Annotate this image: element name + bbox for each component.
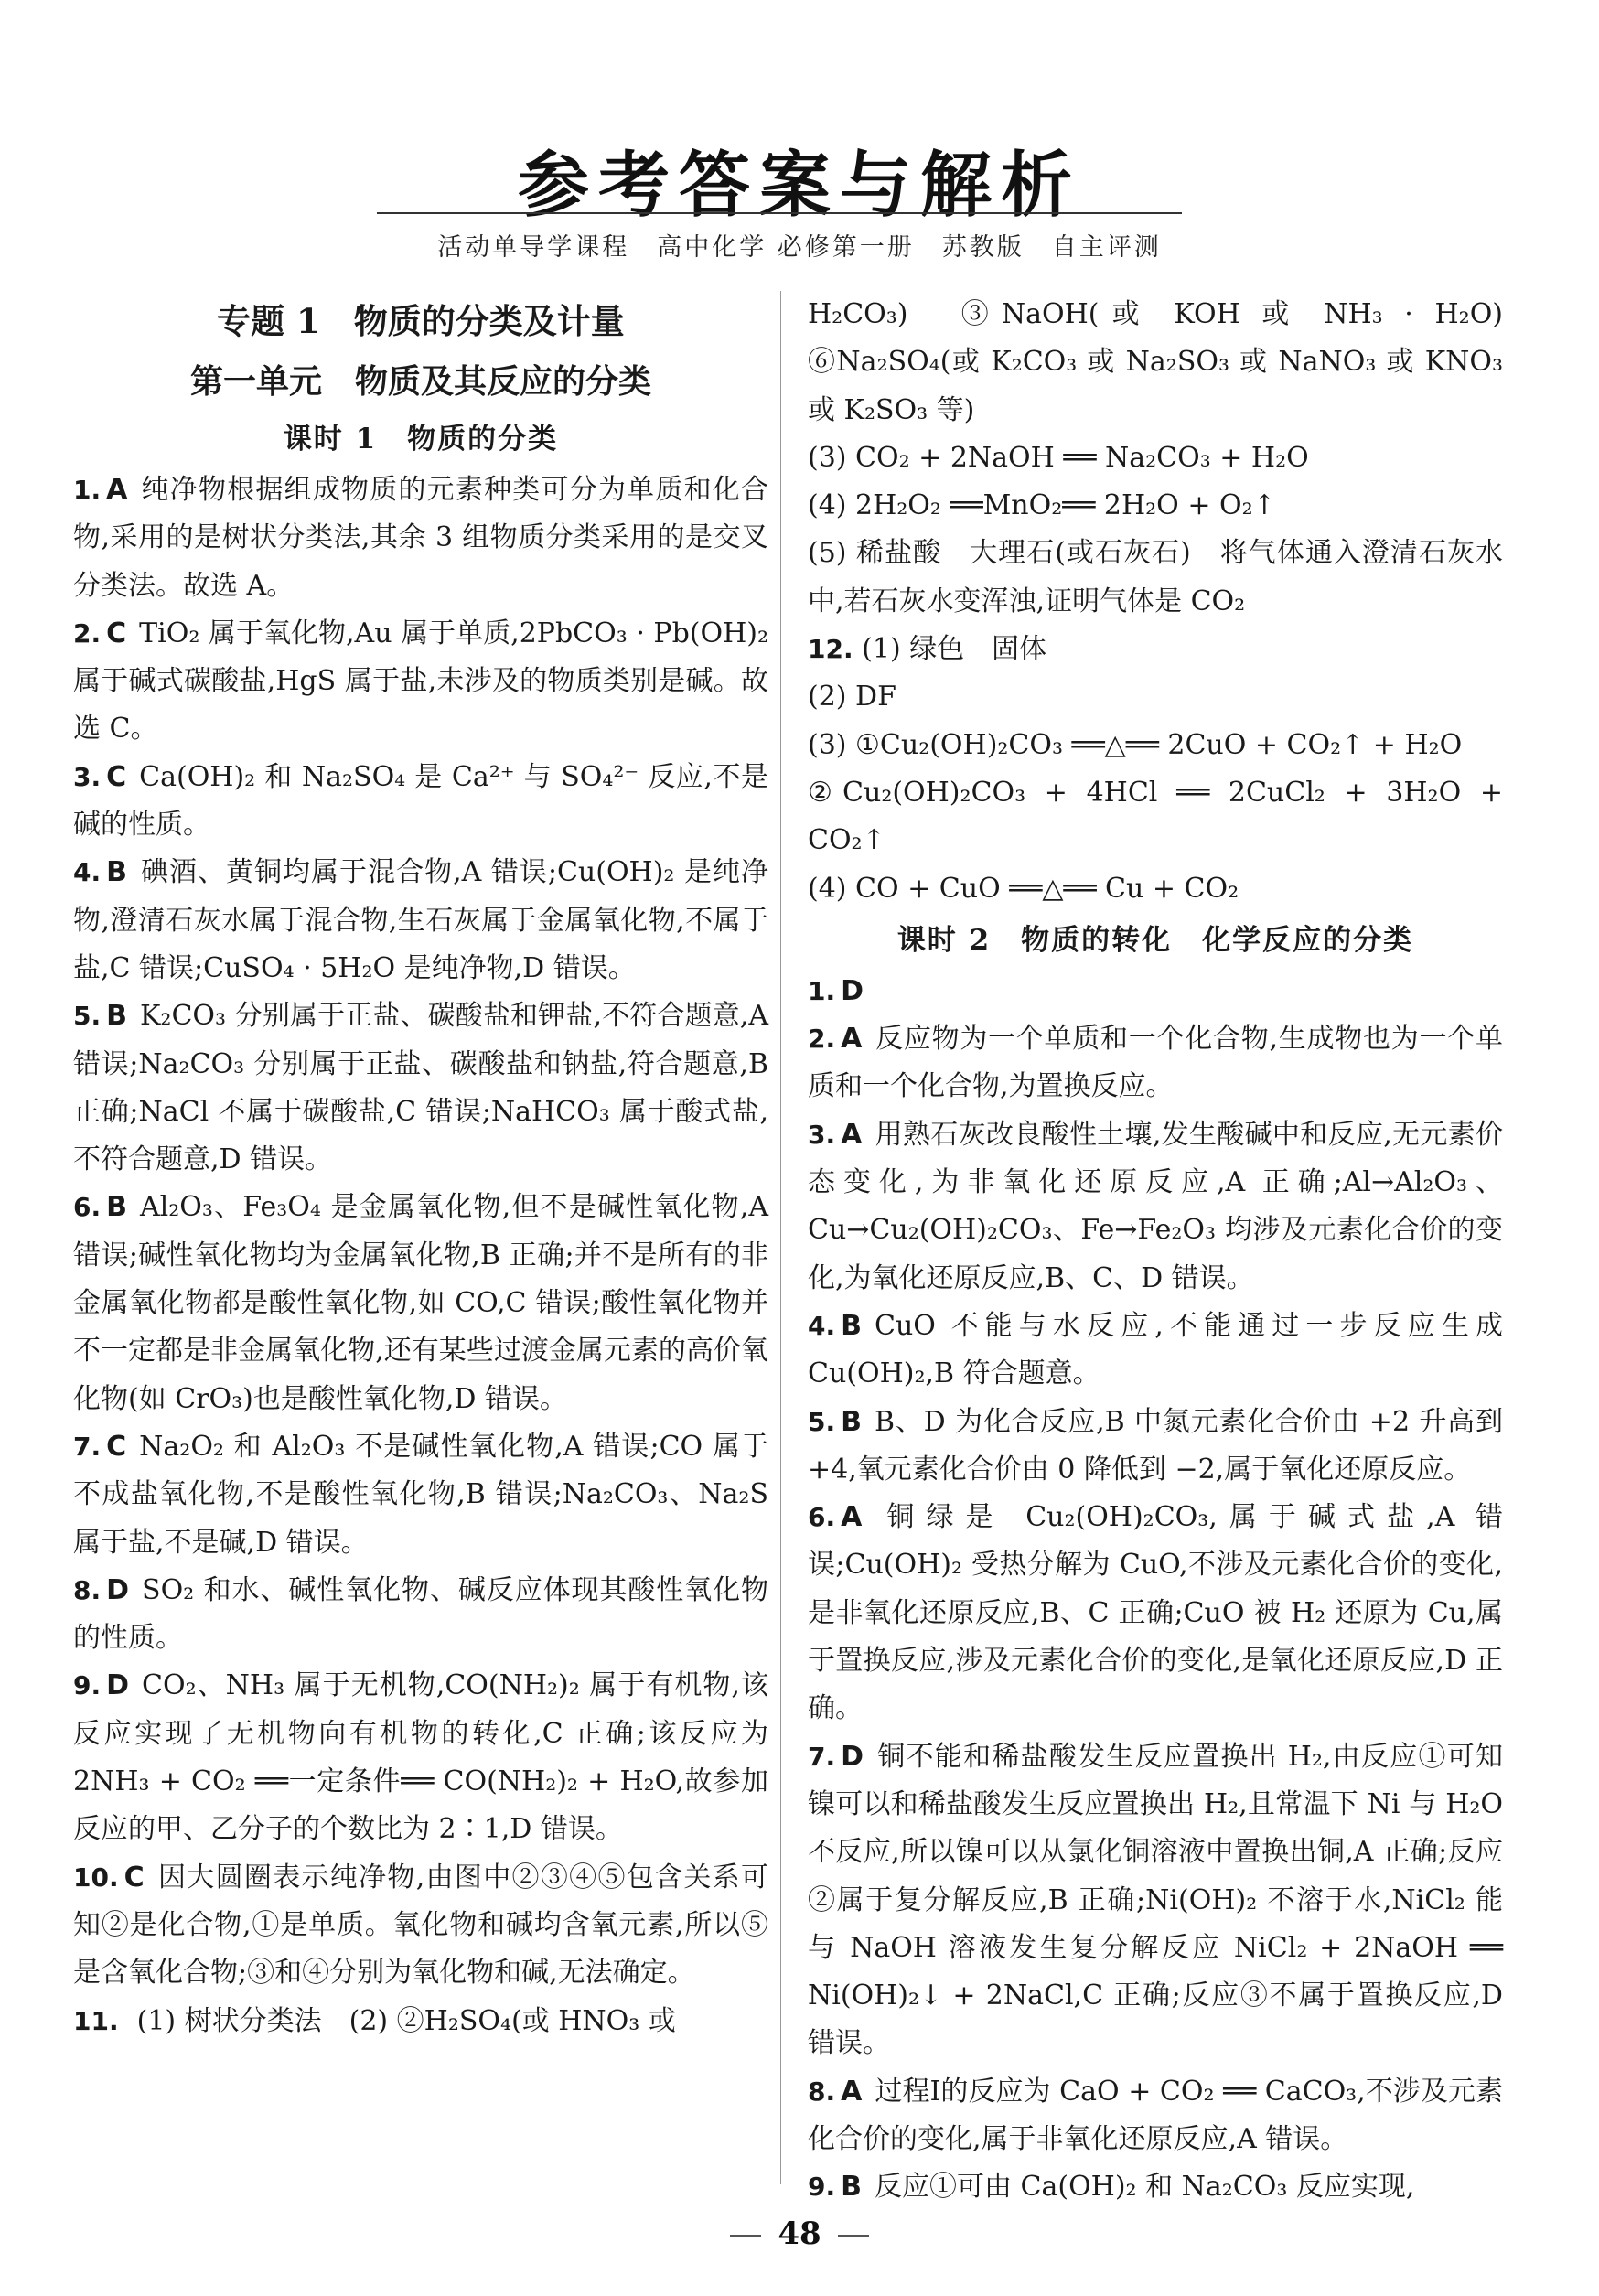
answer-continuation: H₂CO₃) ③NaOH(或 KOH 或 NH₃ · H₂O) ⑥Na₂SO₄(或 K₂CO₃ 或 Na₂SO₃ 或 NaNO₃ 或 KNO₃ 或 K₂SO₃ 等) (808, 298, 1530, 426)
answer-line: (4) 2H₂O₂ ══MnO₂══ 2H₂O + O₂↑ (808, 489, 1276, 522)
lesson-heading: 课时 2 物质的转化 化学反应的分类 (896, 923, 1414, 957)
answer-item: 11. (1) 树状分类法 (2) ②H₂SO₄(或 HNO₃ 或 (73, 2004, 676, 2037)
topic-heading: 专题 1 物质的分类及计量 (217, 301, 625, 341)
answer-line: (5) 稀盐酸 大理石(或石灰石) 将气体通入澄清石灰水中,若石灰水变浑浊,证明气体是 CO₂ (808, 537, 1503, 617)
answer-item: 8. D SO₂ 和水、碱性氧化物、碱反应体现其酸性氧化物的性质。 (73, 1573, 768, 1655)
lesson-heading: 课时 1 物质的分类 (283, 423, 559, 456)
answer-item: 7. C Na₂O₂ 和 Al₂O₃ 不是碱性氧化物,A 错误;CO 属于不成盐氧化物,不是酸性氧化物,B 错误;Na₂CO₃、Na₂S 属于盐,不是碱,D 错误。 (73, 1430, 768, 1559)
answer-item: 3. C Ca(OH)₂ 和 Na₂SO₄ 是 Ca²⁺ 与 SO₄²⁻ 反应,不是碱的性质。 (73, 760, 768, 842)
answer-line: (3) ①Cu₂(OH)₂CO₃ ══△══ 2CuO + CO₂↑ + H₂O (808, 728, 1463, 761)
answer-item: 12. (1) 绿色 固体 (808, 633, 1047, 666)
page-number: 48 (0, 2216, 1599, 2252)
answer-item: 1. D (808, 974, 864, 1007)
right-column (808, 291, 1530, 2212)
answer-item: 2. A 反应物为一个单质和一个化合物,生成物也为一个单质和一个化合物,为置换反应。 (808, 1023, 1503, 1103)
answer-item: 9. D CO₂、NH₃ 属于无机物,CO(NH₂)₂ 属于有机物,该反应实现了无机物向有机物的转化,C 正确;该反应为 2NH₃ + CO₂ ══一定条件══ CO(NH₂)₂ + H₂O,故参加反应的甲、乙分子的个数比为 2∶1,D 错误。 (73, 1669, 768, 1846)
left-column (73, 291, 768, 2045)
answer-item: 5. B B、D 为化合反应,B 中氮元素化合价由 +2 升高到 +4,氧元素化合价由 0 降低到 −2,属于氧化还原反应。 (808, 1405, 1503, 1486)
page-title: 参考答案与解析 (517, 145, 1081, 227)
answer-line: ②Cu₂(OH)₂CO₃ + 4HCl ══ 2CuCl₂ + 3H₂O + CO₂↑ (808, 776, 1503, 857)
unit-heading: 第一单元 物质及其反应的分类 (189, 362, 651, 401)
answer-item: 6. B Al₂O₃、Fe₃O₄ 是金属氧化物,但不是碱性氧化物,A 错误;碱性氧化物均为金属氧化物,B 正确;并不是所有的非金属氧化物都是酸性氧化物,如 CO,C 错误;酸性氧化物并不一定都是非金属氧化物,还有某些过渡金属元素的高价氧化物(如 CrO₃)也是酸性氧化物,D 错误。 (73, 1191, 768, 1415)
answer-line: (2) DF (808, 681, 896, 713)
title-rule (377, 212, 1182, 214)
answer-item: 2. C TiO₂ 属于氧化物,Au 属于单质,2PbCO₃ · Pb(OH)₂ 属于碱式碳酸盐,HgS 属于盐,未涉及的物质类别是碱。故选 C。 (73, 617, 768, 746)
answer-item: 8. A 过程Ⅰ的反应为 CaO + CO₂ ══ CaCO₃,不涉及元素化合价的变化,属于非氧化还原反应,A 错误。 (808, 2075, 1503, 2155)
answer-item: 10. C 因大圆圈表示纯净物,由图中②③④⑤包含关系可知②是化合物,①是单质。氧化物和碱均含氧元素,所以⑤是含氧化合物;③和④分别为氧化物和碱,无法确定。 (73, 1861, 768, 1990)
answer-item: 5. B K₂CO₃ 分别属于正盐、碳酸盐和钾盐,不符合题意,A 错误;Na₂CO₃ 分别属于正盐、碳酸盐和钠盐,符合题意,B 正确;NaCl 不属于碳酸盐,C 错误;NaHCO₃ 属于酸式盐,不符合题意,D 错误。 (73, 1000, 768, 1176)
answer-item: 4. B 碘酒、黄铜均属于混合物,A 错误;Cu(OH)₂ 是纯净物,澄清石灰水属于混合物,生石灰属于金属氧化物,不属于盐,C 错误;CuSO₄ · 5H₂O 是纯净物,D 错误。 (73, 856, 768, 984)
column-divider (780, 291, 781, 2184)
answer-item: 9. B 反应①可由 Ca(OH)₂ 和 Na₂CO₃ 反应实现, (808, 2171, 1415, 2204)
answer-item: 1. A 纯净物根据组成物质的元素种类可分为单质和化合物,采用的是树状分类法,其余 3 组物质分类采用的是交叉分类法。故选 A。 (73, 474, 768, 602)
answer-item: 3. A 用熟石灰改良酸性土壤,发生酸碱中和反应,无元素价态变化,为非氧化还原反应,A 正确;Al→Al₂O₃、Cu→Cu₂(OH)₂CO₃、Fe→Fe₂O₃ 均涉及元素化合价的变化,为氧化还原反应,B、C、D 错误。 (808, 1118, 1503, 1294)
answer-line: (4) CO + CuO ══△══ Cu + CO₂ (808, 872, 1239, 905)
answer-line: (3) CO₂ + 2NaOH ══ Na₂CO₃ + H₂O (808, 441, 1309, 474)
answer-item: 4. B CuO 不能与水反应,不能通过一步反应生成 Cu(OH)₂,B 符合题意。 (808, 1309, 1503, 1390)
page-subtitle: 活动单导学课程 高中化学 必修第一册 苏教版 自主评测 (437, 233, 1162, 262)
answer-item: 7. D 铜不能和稀盐酸发生反应置换出 H₂,由反应①可知镍可以和稀盐酸发生反应置换出 H₂,且常温下 Ni 与 H₂O 不反应,所以镍可以从氯化铜溶液中置换出铜,A 正确;反应②属于复分解反应,B 正确;Ni(OH)₂ 不溶于水,NiCl₂ 能与 NaOH 溶液发生复分解反应 NiCl₂ + 2NaOH ══ Ni(OH)₂↓ + 2NaCl,C 正确;反应③不属于置换反应,D 错误。 (808, 1740, 1503, 2060)
answer-item: 6. A 铜绿是 Cu₂(OH)₂CO₃,属于碱式盐,A 错误;Cu(OH)₂ 受热分解为 CuO,不涉及元素化合价的变化,是非氧化还原反应,B、C 正确;CuO 被 H₂ 还原为 Cu,属于置换反应,涉及元素化合价的变化,是氧化还原反应,D 正确。 (808, 1501, 1503, 1725)
